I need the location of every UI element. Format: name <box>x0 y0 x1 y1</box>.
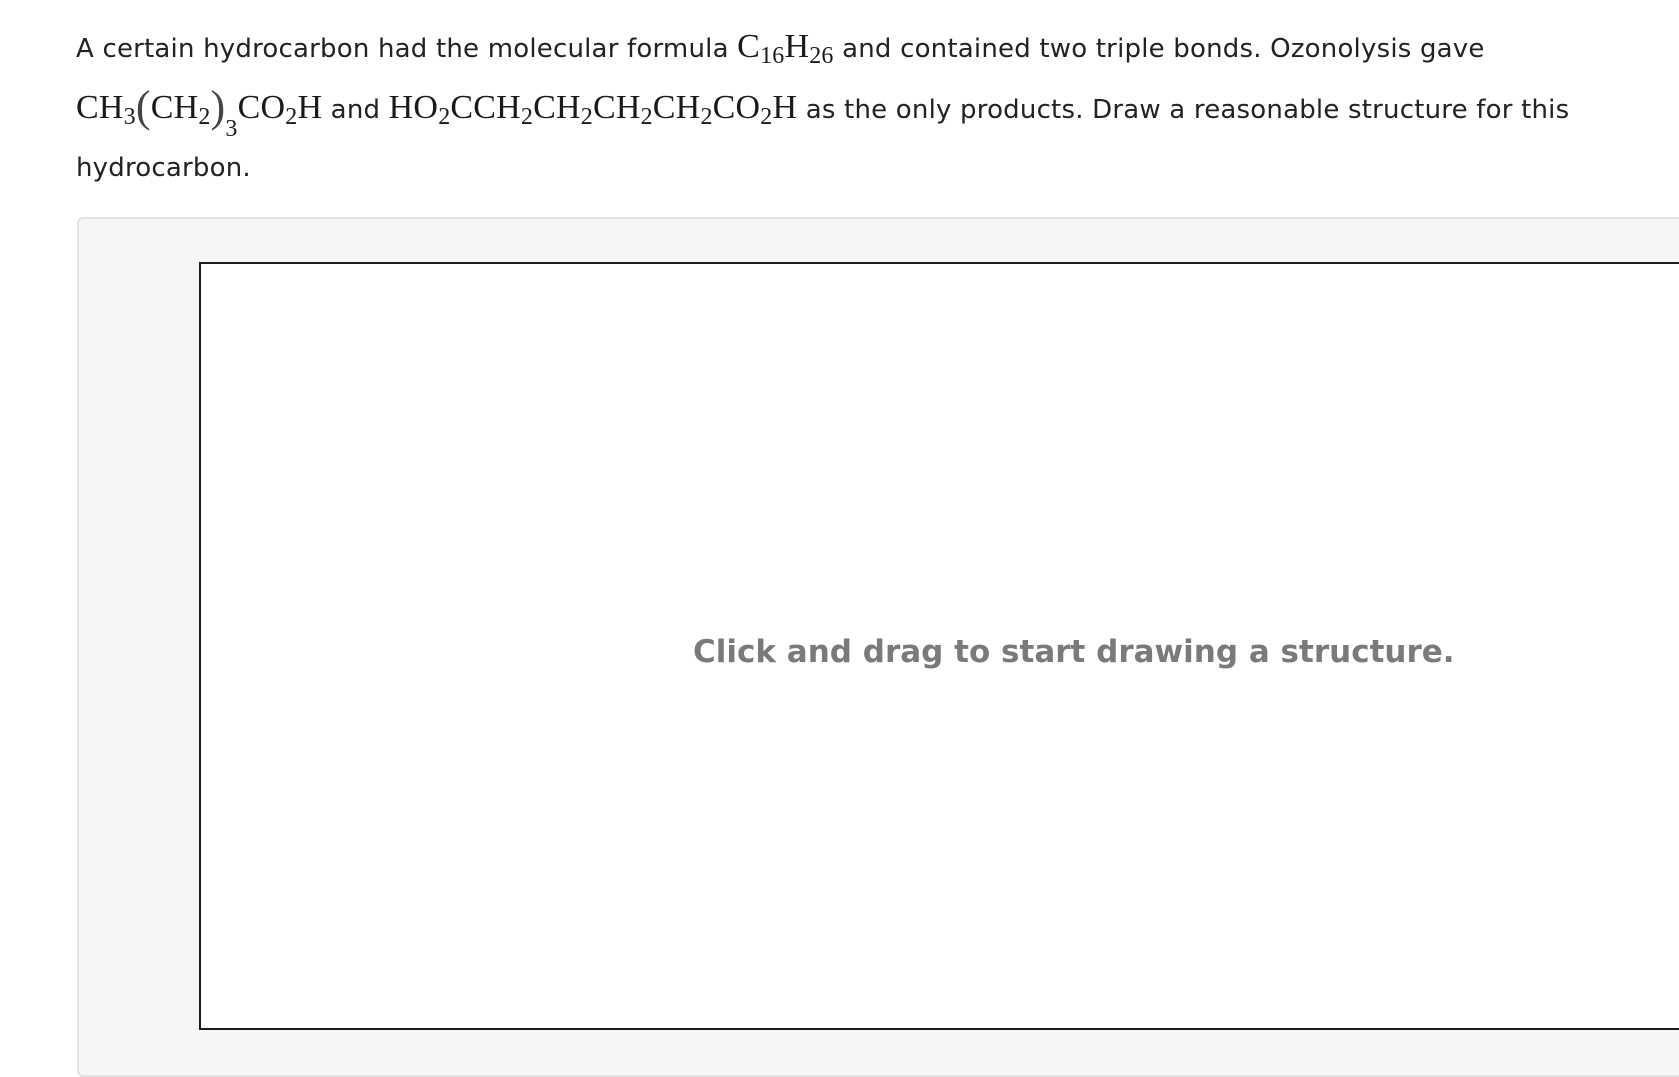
question-line-2 <box>76 78 1666 142</box>
formula-paren: ( <box>135 82 151 131</box>
formula-subscript: 3 <box>123 104 136 130</box>
question-text: as the only products. Draw a reasonable structure for this <box>797 95 1570 125</box>
question-text: hydrocarbon. <box>76 153 251 183</box>
formula-part: HO <box>388 89 439 126</box>
molecular-formula <box>737 28 834 69</box>
formula-subscript: 2 <box>438 104 451 130</box>
drawing-hint-text: Click and drag to start drawing a structure. <box>693 634 1455 670</box>
formula-subscript: 2 <box>520 104 534 130</box>
formula-subscript: 2 <box>285 104 298 130</box>
formula-part: H <box>772 89 798 126</box>
formula-hydrogen: H <box>784 28 810 65</box>
question-text: and contained two triple bonds. Ozonolysis gave <box>833 34 1485 64</box>
formula-subscript: 2 <box>198 104 211 130</box>
question-line-3 <box>76 139 1666 197</box>
question-prompt <box>76 18 1666 197</box>
formula-repeat-count: 3 <box>225 116 238 142</box>
formula-part: CH <box>76 89 124 126</box>
formula-paren: ) <box>210 82 226 131</box>
structure-drawing-canvas[interactable] <box>199 262 1679 1030</box>
formula-hydrogen-count: 26 <box>809 43 834 69</box>
formula-part: CO <box>712 89 761 126</box>
formula-subscript: 2 <box>760 104 773 130</box>
question-line-1 <box>76 18 1666 78</box>
formula-part: CH <box>592 89 641 126</box>
formula-subscript: 2 <box>580 104 593 130</box>
formula-part: CH <box>533 89 581 126</box>
formula-part: CCH <box>450 89 521 126</box>
formula-part: H <box>297 89 323 126</box>
formula-carbon: C <box>737 28 761 65</box>
product-1-formula <box>76 82 323 142</box>
formula-subscript: 2 <box>640 104 653 130</box>
question-text: A certain hydrocarbon had the molecular formula <box>76 34 738 64</box>
formula-subscript: 2 <box>700 104 713 130</box>
formula-part: CO <box>237 89 286 126</box>
formula-carbon-count: 16 <box>760 43 785 69</box>
formula-part: CH <box>150 89 199 126</box>
product-2-formula <box>388 89 798 130</box>
formula-part: CH <box>652 89 701 126</box>
question-text: and <box>322 95 389 125</box>
